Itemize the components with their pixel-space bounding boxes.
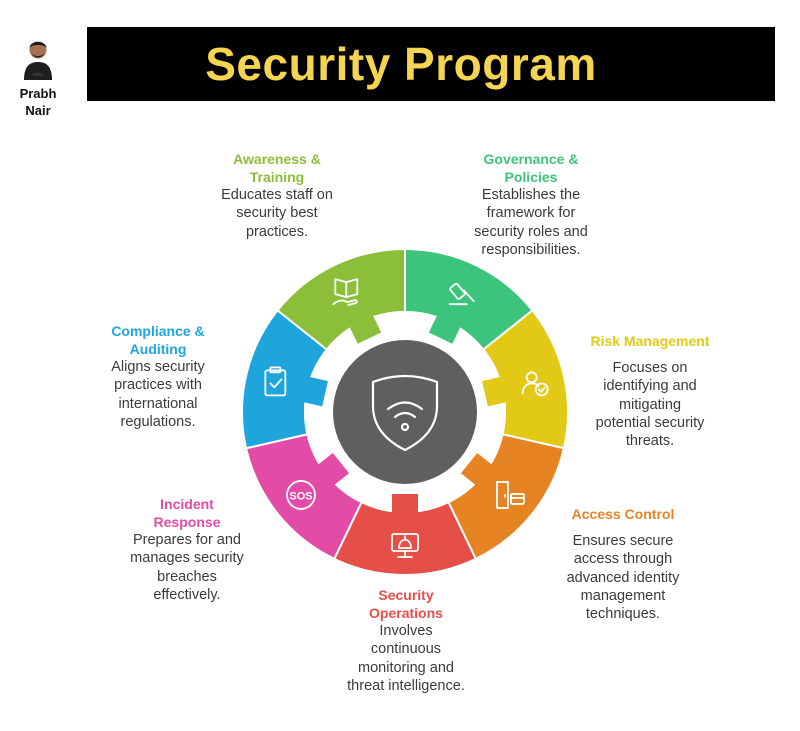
segment-description: international bbox=[118, 395, 198, 412]
segment-description: Focuses on bbox=[612, 360, 688, 376]
segment-description: Ensures secure bbox=[572, 533, 674, 549]
segment-title: Awareness & bbox=[233, 151, 321, 167]
segment-description: access through bbox=[573, 551, 673, 568]
segment-description: Aligns security bbox=[111, 359, 205, 375]
segment-title: Security bbox=[378, 587, 434, 603]
segment-title: Policies bbox=[504, 169, 558, 185]
segment-description: responsibilities. bbox=[481, 241, 581, 258]
segment-text-access bbox=[556, 505, 690, 623]
segment-description: Establishes the bbox=[481, 187, 581, 203]
segment-description: security best bbox=[236, 205, 318, 222]
author-last-name: Nair bbox=[25, 103, 51, 118]
segment-description: threat intelligence. bbox=[347, 677, 465, 694]
segment-description: security roles and bbox=[474, 223, 588, 240]
segment-title: Governance & bbox=[483, 151, 579, 167]
segment-description: practices with bbox=[114, 377, 202, 394]
segment-title: Compliance & bbox=[111, 323, 205, 339]
segment-description: practices. bbox=[245, 223, 309, 240]
segment-title: Risk Management bbox=[590, 333, 710, 349]
segment-description: regulations. bbox=[120, 413, 196, 430]
segment-description: Involves bbox=[379, 623, 433, 639]
segment-title: Auditing bbox=[129, 341, 187, 357]
segment-text-compliance bbox=[90, 322, 226, 431]
segment-description: advanced identity bbox=[566, 569, 680, 586]
segment-title: Response bbox=[153, 514, 221, 530]
segment-description: monitoring and bbox=[358, 659, 454, 676]
segment-text-risk bbox=[580, 332, 720, 450]
page-title: Security Program bbox=[205, 38, 597, 90]
segment-description: Educates staff on bbox=[221, 187, 333, 203]
segment-text-governance bbox=[462, 150, 600, 259]
segment-description: breaches bbox=[157, 568, 217, 585]
segment-text-awareness bbox=[208, 150, 346, 241]
segment-tab-secops bbox=[392, 494, 418, 514]
segment-description: Prepares for and bbox=[132, 532, 241, 548]
segment-description: manages security bbox=[130, 550, 244, 567]
author-first-name: Prabh bbox=[19, 86, 57, 101]
segment-description: threats. bbox=[625, 433, 675, 450]
segment-description: continuous bbox=[370, 641, 442, 658]
segment-description: management bbox=[580, 587, 666, 604]
segment-description: techniques. bbox=[585, 606, 661, 623]
segment-title: Access Control bbox=[571, 506, 675, 522]
segment-description: identifying and bbox=[603, 378, 697, 395]
segment-text-incident bbox=[118, 495, 256, 604]
segment-description: mitigating bbox=[618, 396, 682, 413]
segment-description: effectively. bbox=[153, 586, 221, 603]
segment-text-secops bbox=[336, 586, 476, 695]
segment-description: framework for bbox=[486, 205, 576, 222]
segment-description: potential security bbox=[595, 414, 705, 431]
segment-title: Training bbox=[249, 169, 305, 185]
segment-title: Incident bbox=[160, 496, 214, 512]
svg-text:SOS: SOS bbox=[289, 490, 313, 503]
segment-title: Operations bbox=[369, 605, 443, 621]
